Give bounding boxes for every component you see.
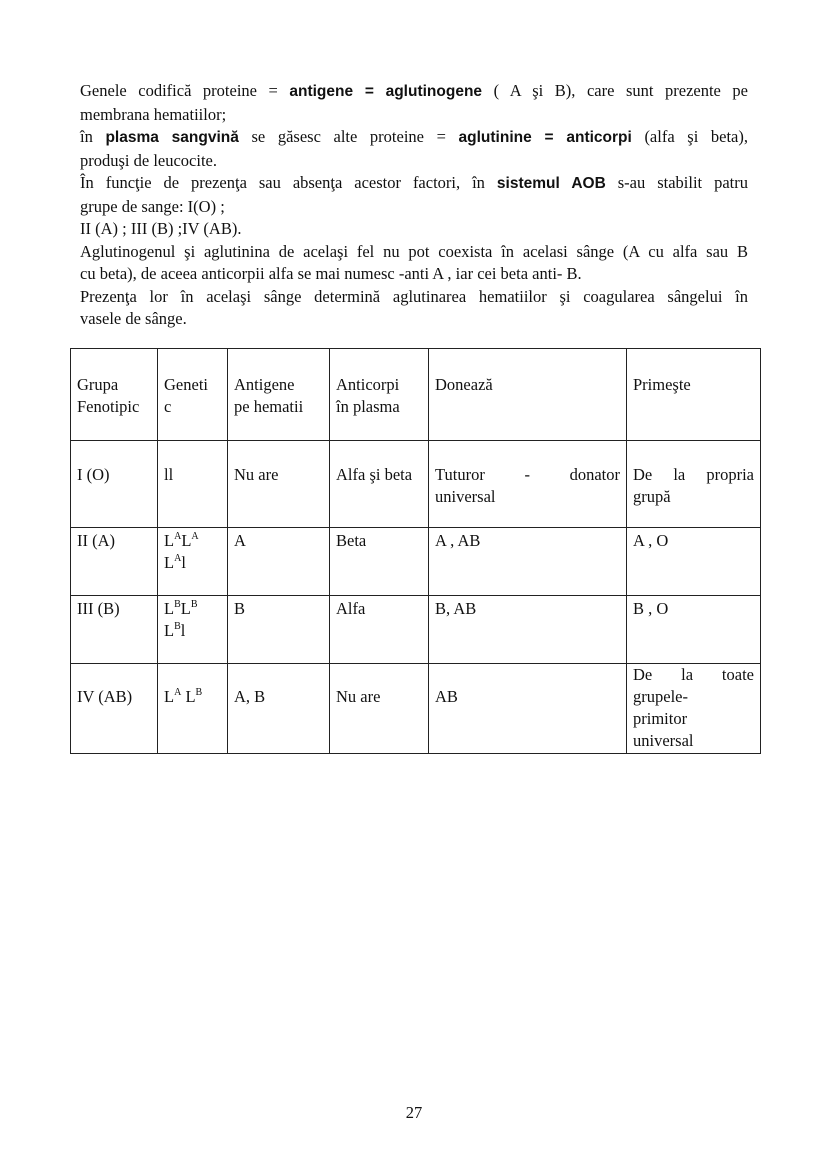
cell-line: universal [633,731,694,750]
header-text: c [164,397,172,416]
header-text: Anticorpi [336,375,400,394]
header-text: pe hematii [234,397,304,416]
cell-receives: A , O [627,528,761,596]
cell-group: III (B) [71,596,158,664]
paragraph-agglutination: Prezenţa lor în acelaşi sânge determină aglutinarea hematiilor şi coagularea sângelui în [80,286,748,306]
table-row [71,441,761,528]
paragraph-plasma [80,126,748,150]
text-run: În funcţie de prezenţa sau absenţa acestor factori, în [80,173,497,192]
header-text: în plasma [336,397,400,416]
paragraph-antigens [80,80,748,104]
cell-donates: AB [429,664,627,754]
cell-line: De la propria [633,465,754,484]
paragraph-line: vasele de sânge. [80,309,187,328]
text-run: se găsesc alte proteine = [238,127,459,146]
cell-group: II (A) [71,528,158,596]
header-genetic [158,349,228,441]
cell-group: I (O) [71,441,158,528]
allele-sup: B [174,620,181,632]
allele-sup: B [195,686,203,698]
gene-letter: L [164,531,175,550]
header-text: Geneti [164,375,208,394]
table-row [71,528,761,596]
bold-term-plasma: plasma sangvină [105,129,239,146]
paragraph-system [80,172,748,196]
header-phenotype [71,349,158,441]
cell-receives [627,664,761,754]
cell-receives [627,441,761,528]
gene-letter: l [180,621,186,640]
text-run: în [80,127,106,146]
cell-genetic [158,596,228,664]
text-run: s-au stabilit patru [605,173,748,192]
cell-antigens: B [228,596,330,664]
header-receives: Primeşte [627,349,761,441]
cell-donates: B, AB [429,596,627,664]
table-header-row [71,349,761,441]
page-number: 27 [405,1103,423,1122]
header-donates: Donează [429,349,627,441]
allele-sup: A [174,552,182,564]
cell-antigens: A [228,528,330,596]
cell-antibodies: Nu are [330,664,429,754]
paragraph-line: membrana hematiilor; [80,104,227,124]
gene-letter: L [164,687,175,706]
allele-sup: A [174,530,182,542]
allele-sup: B [174,598,181,610]
bold-term-agglutinins: aglutinine = anticorpi [458,129,632,146]
gene-letter: L [181,687,196,706]
cell-group: IV (AB) [71,664,158,754]
text-run: Genele codifică proteine = [80,81,290,100]
paragraph-line: cu beta), de aceea anticorpii alfa se mai numesc -anti A , iar cei beta anti- B. [80,264,582,283]
cell-line: universal [435,487,496,506]
gene-letter: L [181,531,192,550]
cell-line: Tuturor - donator [435,465,620,484]
cell-receives: B , O [627,596,761,664]
paragraph-line: produşi de leucocite. [80,150,217,170]
header-antigens [228,349,330,441]
blood-groups-table [70,348,761,754]
paragraph-coexist: Aglutinogenul şi aglutinina de acelaşi fel nu pot coexista în acelasi sânge (A cu alfa sau B [80,241,748,261]
text-run: (alfa şi beta), [631,127,748,146]
cell-antibodies: Beta [330,528,429,596]
table-row [71,664,761,754]
header-text: Grupa [77,375,119,394]
table-row [71,596,761,664]
gene-letter: L [164,599,175,618]
gene-letter: L [180,599,191,618]
allele-sup: A [174,686,182,698]
cell-antigens: A, B [228,664,330,754]
cell-genetic [158,664,228,754]
header-antibodies [330,349,429,441]
header-text: Antigene [234,375,295,394]
cell-line: grupă [633,487,671,506]
allele-sup: B [190,598,198,610]
bold-term-aob: sistemul AOB [496,175,606,192]
cell-donates [429,441,627,528]
cell-antibodies: Alfa şi beta [330,441,429,528]
gene-letter: l [181,553,186,572]
cell-line: De la toate [633,665,754,684]
cell-donates: A , AB [429,528,627,596]
paragraph-line: II (A) ; III (B) ;IV (AB). [80,219,242,238]
allele-sup: A [191,530,199,542]
cell-antigens: Nu are [228,441,330,528]
cell-antibodies: Alfa [330,596,429,664]
cell-line: primitor [633,709,688,728]
cell-genetic [158,528,228,596]
bold-term-antigens: antigene = aglutinogene [289,83,483,100]
cell-line: grupele- [633,687,688,706]
gene-letter: L [164,553,175,572]
cell-genetic: ll [158,441,228,528]
header-text: Fenotipic [77,397,140,416]
gene-letter: L [164,621,175,640]
text-run: ( A şi B), care sunt prezente pe [482,81,748,100]
paragraph-line: grupe de sange: I(O) ; [80,196,225,216]
body-text [80,80,748,331]
